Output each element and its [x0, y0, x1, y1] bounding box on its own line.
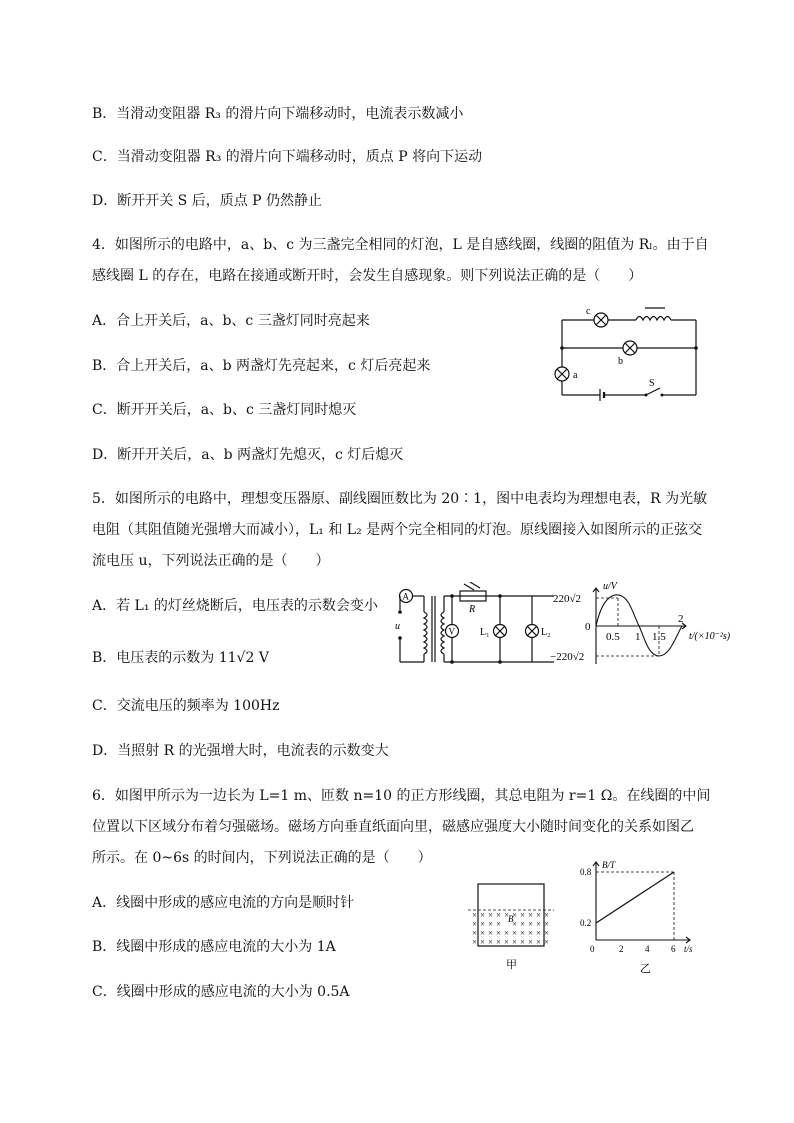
q4-circuit-figure	[550, 300, 710, 405]
option-4d: D．断开开关后，a、b 两盏灯先熄灭，c 灯后熄灭	[92, 447, 404, 463]
bt-ytick-y2: 0.2	[580, 918, 592, 928]
q6-coil-figure	[466, 880, 556, 975]
field-cross: ×	[480, 937, 486, 947]
option-5d: D．当照射 R 的光强增大时，电流表的示数变大	[92, 743, 389, 759]
field-cross: ×	[496, 928, 502, 938]
option-3b: B．当滑动变阻器 R₃ 的滑片向下端移动时，电流表示数减小	[92, 106, 464, 122]
switch-s	[646, 388, 660, 395]
field-cross: ×	[488, 910, 494, 920]
field-cross: ×	[528, 928, 534, 938]
option-6b: B．线圈中形成的感应电流的大小为 1A	[92, 939, 336, 955]
question-6-stem-2: 位置以下区域分布着匀强磁场。磁场方向垂直纸面向里，磁感应强度大小随时间变化的关系如图乙	[92, 819, 694, 835]
field-cross: ×	[504, 928, 510, 938]
field-cross: ×	[504, 937, 510, 947]
q5-voltage-graph	[548, 580, 758, 668]
field-cross: ×	[520, 928, 526, 938]
field-cross: ×	[512, 928, 518, 938]
primary-coil	[424, 612, 427, 654]
label-ammeter: A	[402, 591, 409, 602]
caption-yi: 乙	[640, 963, 651, 975]
field-cross: ×	[488, 937, 494, 947]
field-cross: ×	[544, 919, 550, 929]
question-5-stem-3: 流电压 u，下列说法正确的是（ ）	[92, 553, 330, 569]
option-6a: A．线圈中形成的感应电流的方向是顺时针	[92, 895, 355, 911]
field-cross: ×	[472, 928, 478, 938]
field-cross: ×	[520, 919, 526, 929]
tick-1: 1	[635, 631, 641, 643]
field-cross: ×	[472, 910, 478, 920]
field-cross: ×	[496, 919, 502, 929]
tick-0.5: 0.5	[606, 631, 620, 643]
field-cross: ×	[480, 928, 486, 938]
bt-xtick-x1: 2	[619, 944, 624, 954]
label-b: b	[618, 356, 623, 367]
field-cross: ×	[480, 910, 486, 920]
caption-jia: 甲	[506, 959, 517, 971]
label-l1: L₁	[480, 627, 490, 638]
field-cross: ×	[536, 937, 542, 947]
option-3c: C．当滑动变阻器 R₃ 的滑片向下端移动时，质点 P 将向下运动	[92, 149, 483, 165]
bt-ytick-y1: 0.8	[580, 867, 592, 877]
option-5b: B．电压表的示数为 11√2 V	[92, 650, 269, 666]
label-b-field: B	[508, 914, 514, 924]
question-4-stem-1: 4．如图所示的电路中，a、b、c 为三盏完全相同的灯泡，L 是自感线圈，线圈的阻值为 Rₗ。由于自	[92, 237, 709, 253]
field-cross: ×	[544, 910, 550, 920]
question-5-stem-2: 电阻（其阻值随光强增大而减小），L₁ 和 L₂ 是两个完全相同的灯泡。原线圈接入如图所示的正弦交	[92, 522, 703, 538]
field-cross: ×	[544, 928, 550, 938]
field-cross: ×	[528, 919, 534, 929]
field-cross: ×	[512, 937, 518, 947]
tick-ymax: 220√2	[553, 593, 582, 605]
bt-xlabel: t/s	[684, 944, 693, 954]
field-cross: ×	[520, 937, 526, 947]
option-3d: D．断开开关 S 后，质点 P 仍然静止	[92, 193, 323, 209]
field-cross: ×	[536, 919, 542, 929]
bt-zero: 0	[590, 944, 595, 954]
field-cross: ×	[504, 910, 510, 920]
tick-zero: 0	[585, 621, 591, 633]
question-6-stem-3: 所示。在 0~6s 的时间内，下列说法正确的是（ ）	[92, 850, 432, 866]
tick-2: 2	[678, 613, 684, 625]
option-6c: C．线圈中形成的感应电流的大小为 0.5A	[92, 984, 350, 1000]
field-cross: ×	[544, 937, 550, 947]
secondary-coil	[441, 612, 444, 654]
bt-xtick-x3: 6	[671, 944, 676, 954]
option-4b: B．合上开关后，a、b 两盏灯先亮起来，c 灯后亮起来	[92, 358, 431, 374]
tick-1.5: 1.5	[652, 631, 666, 643]
q5-transformer-circuit	[392, 582, 562, 672]
graph-xlabel: t/(×10⁻²s)	[689, 631, 731, 642]
bt-xtick-x2: 4	[645, 944, 650, 954]
question-6-stem-1: 6．如图甲所示为一边长为 L=1 m、匝数 n=10 的正方形线圈，其总电阻为 r=1 Ω。在线圈的中间	[92, 788, 711, 804]
label-u: u	[395, 621, 400, 632]
tick-ymin: −220√2	[550, 651, 585, 663]
field-cross: ×	[536, 928, 542, 938]
inductor-coil	[636, 317, 671, 321]
q6-bt-graph	[578, 856, 708, 976]
field-cross: ×	[488, 928, 494, 938]
option-4c: C．断开开关后，a、b、c 三盏灯同时熄灭	[92, 402, 357, 418]
field-cross: ×	[488, 919, 494, 929]
field-cross: ×	[496, 910, 502, 920]
label-a: a	[573, 370, 578, 381]
field-cross: ×	[472, 919, 478, 929]
option-5a: A．若 L₁ 的灯丝烧断后，电压表的示数会变小	[92, 598, 378, 614]
field-cross: ×	[512, 910, 518, 920]
label-l2: L₂	[541, 627, 551, 638]
field-cross: ×	[528, 910, 534, 920]
graph-ylabel: u/V	[603, 581, 617, 592]
field-cross: ×	[472, 937, 478, 947]
field-cross: ×	[536, 910, 542, 920]
option-5c: C．交流电压的频率为 100Hz	[92, 698, 280, 714]
label-r: R	[469, 604, 476, 615]
sine-curve	[596, 595, 682, 656]
question-5-stem-1: 5．如图所示的电路中，理想变压器原、副线圈匝数比为 20∶1，图中电表均为理想电表，R 为光敏	[92, 491, 708, 507]
field-cross: ×	[512, 919, 518, 929]
bt-plot-area	[580, 867, 676, 954]
field-cross: ×	[528, 937, 534, 947]
bt-ylabel: B/T	[602, 860, 616, 870]
option-4a: A．合上开关后，a、b、c 三盏灯同时亮起来	[92, 313, 370, 329]
field-cross: ×	[496, 937, 502, 947]
bt-line	[596, 872, 674, 923]
field-cross: ×	[480, 919, 486, 929]
field-cross: ×	[520, 910, 526, 920]
label-s: S	[649, 378, 655, 389]
question-4-stem-2: 感线圈 L 的存在，电路在接通或断开时，会发生自感现象。则下列说法正确的是（ ）	[92, 268, 643, 284]
label-c: c	[586, 306, 591, 317]
label-voltmeter: V	[448, 626, 455, 637]
